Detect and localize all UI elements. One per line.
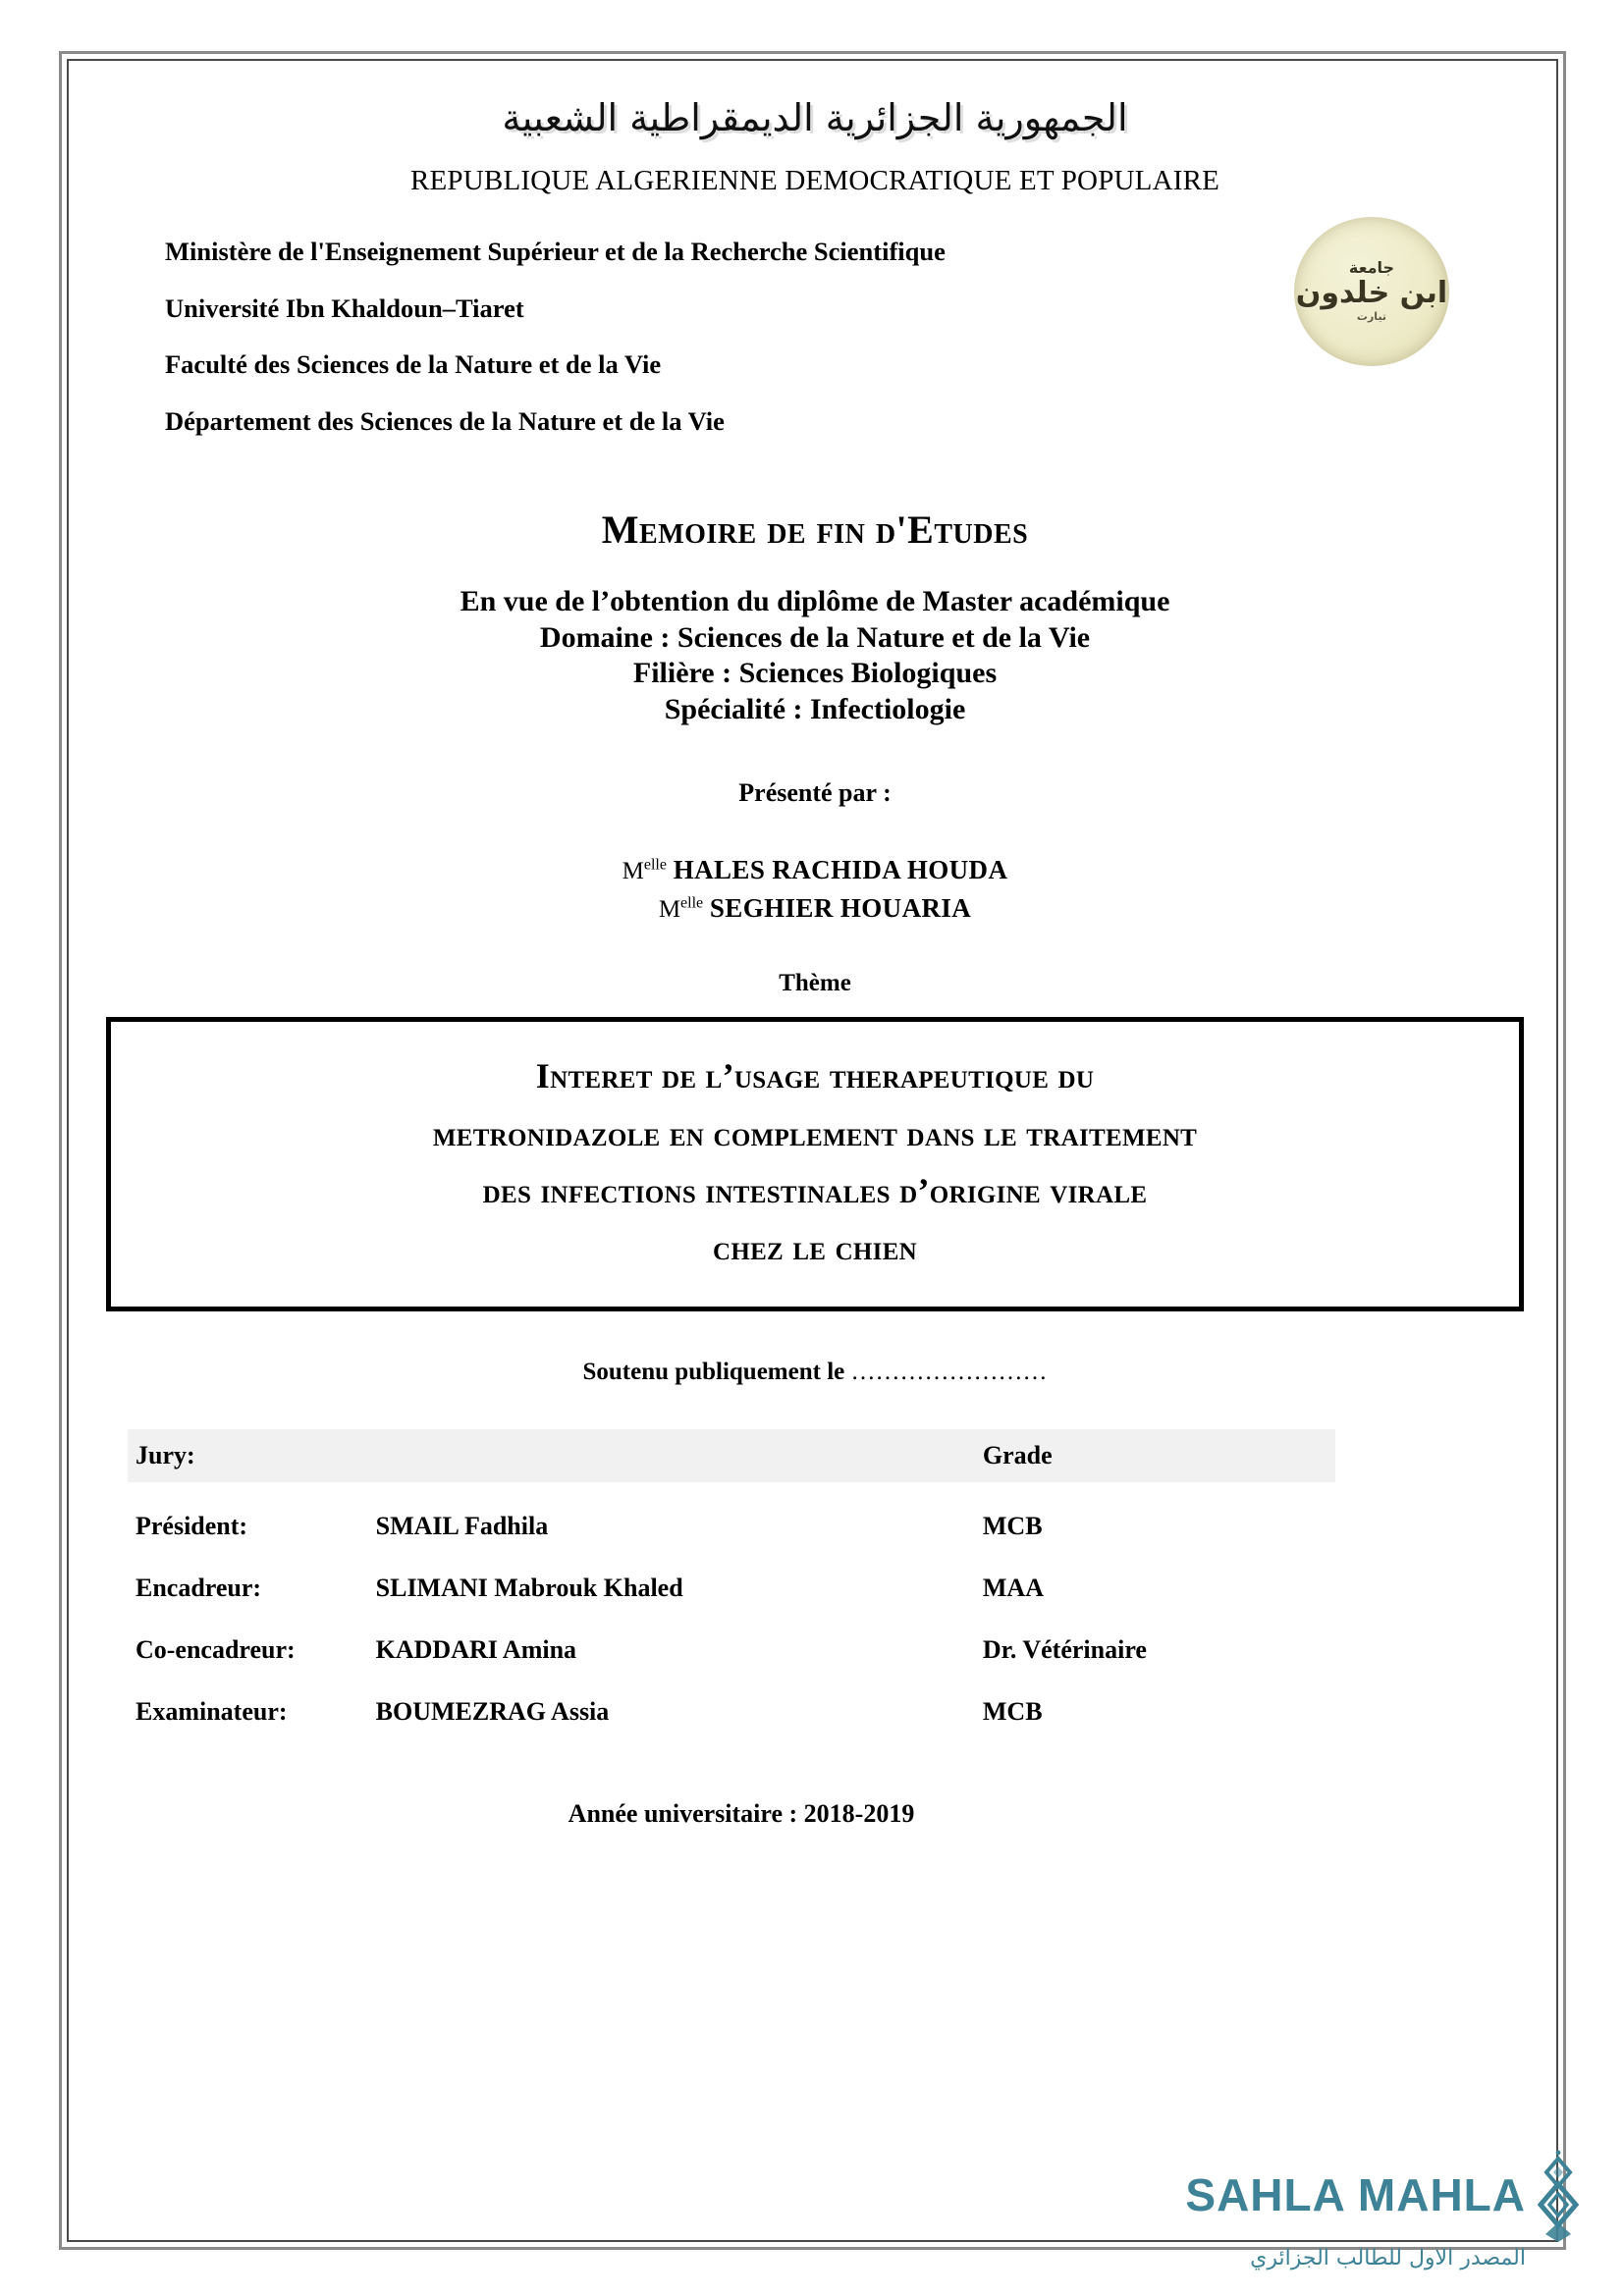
defense-date-placeholder: …………………… — [850, 1358, 1048, 1385]
degree-line-purpose: En vue de l’obtention du diplôme de Master académique — [460, 585, 1170, 617]
theme-label: Thème — [779, 970, 851, 997]
jury-grade: MCB — [982, 1696, 1043, 1726]
thesis-title-line: Interet de l’usage therapeutique du — [535, 1056, 1095, 1096]
jury-grade: Dr. Vétérinaire — [982, 1634, 1147, 1664]
table-row — [128, 1482, 1335, 1557]
degree-line-domain: Domaine : Sciences de la Nature et de la Vie — [539, 620, 1091, 654]
watermark-tagline: المصدر الاول للطالب الجزائري — [1250, 2246, 1526, 2270]
jury-name: SLIMANI Mabrouk Khaled — [375, 1573, 683, 1602]
institution-line-university: Université Ibn Khaldoun–Tiaret — [165, 293, 524, 323]
authors-block — [98, 851, 1532, 927]
jury-role: Examinateur: — [135, 1696, 288, 1726]
author-civility: $M^{elle}$ — [622, 857, 667, 885]
diamond-ornament-icon — [1532, 2148, 1585, 2242]
author-name: SEGHIER HOUARIA — [709, 892, 972, 923]
seal-arabic-top: جامعة — [1348, 258, 1395, 278]
watermark-brand-text: SAHLA MAHLA — [1185, 2169, 1526, 2220]
jury-table — [128, 1429, 1335, 1742]
watermark-brand-row — [1185, 2148, 1585, 2242]
jury-header-role: Jury: — [128, 1429, 376, 1482]
degree-block — [98, 584, 1532, 727]
author-civility-suffix: elle — [643, 857, 667, 875]
thesis-title-line: des infections intestinales d’origine virale — [482, 1171, 1148, 1210]
author-entry — [98, 851, 1532, 889]
institution-line-ministry: Ministère de l'Enseignement Supérieur et de la Recherche Scientifique — [165, 237, 946, 266]
jury-header-name — [376, 1429, 983, 1482]
jury-table-header-row — [128, 1429, 1335, 1482]
french-republic-heading: REPUBLIQUE ALGERIENNE DEMOCRATIQUE ET POPULAIRE — [409, 165, 1220, 196]
table-row — [128, 1619, 1335, 1681]
defense-date-line — [98, 1359, 1532, 1386]
jury-name: KADDARI Amina — [375, 1634, 577, 1664]
jury-grade: MCB — [982, 1511, 1043, 1540]
sahla-mahla-watermark — [1185, 2148, 1585, 2270]
thesis-title-line: chez le chien — [712, 1228, 918, 1268]
table-row — [128, 1681, 1335, 1742]
defense-date-label: Soutenu publiquement le — [582, 1358, 845, 1385]
author-entry — [98, 889, 1532, 928]
academic-year: Année universitaire : 2018-2019 — [568, 1798, 915, 1828]
degree-line-field: Filière : Sciences Biologiques — [632, 657, 998, 690]
jury-header-grade: Grade — [983, 1429, 1335, 1482]
seal-arabic-main: ابن خلدون — [1295, 276, 1448, 311]
arabic-republic-heading: الجمهورية الجزائرية الديمقراطية الشعبية — [502, 96, 1128, 139]
university-seal-icon — [1294, 217, 1449, 366]
jury-grade: MAA — [982, 1573, 1044, 1602]
table-row — [128, 1557, 1335, 1619]
thesis-title-line: metronidazole en complement dans le traitement — [432, 1113, 1198, 1153]
jury-role: Co-encadreur: — [135, 1634, 296, 1664]
author-civility-suffix: elle — [680, 894, 704, 912]
seal-inscription — [1294, 259, 1449, 324]
jury-role: Encadreur: — [135, 1573, 262, 1602]
thesis-title-box — [106, 1017, 1524, 1310]
jury-name: SMAIL Fadhila — [375, 1511, 549, 1540]
seal-arabic-bottom: تيارت — [1356, 310, 1387, 324]
author-name: HALES RACHIDA HOUDA — [673, 855, 1008, 885]
page-content — [98, 69, 1532, 2228]
degree-line-speciality: Spécialité : Infectiologie — [664, 692, 966, 725]
presented-by-label: Présenté par : — [738, 778, 892, 808]
institution-block — [165, 239, 1532, 434]
jury-name: BOUMEZRAG Assia — [375, 1696, 610, 1726]
jury-role: Président: — [135, 1511, 248, 1540]
institution-line-department: Département des Sciences de la Nature et de la Vie — [165, 405, 725, 436]
institution-line-faculty: Faculté des Sciences de la Nature et de la Vie — [165, 349, 662, 379]
author-civility: $M^{elle}$ — [658, 894, 704, 923]
document-kind-heading: Memoire de fin d'Etudes — [601, 507, 1029, 552]
